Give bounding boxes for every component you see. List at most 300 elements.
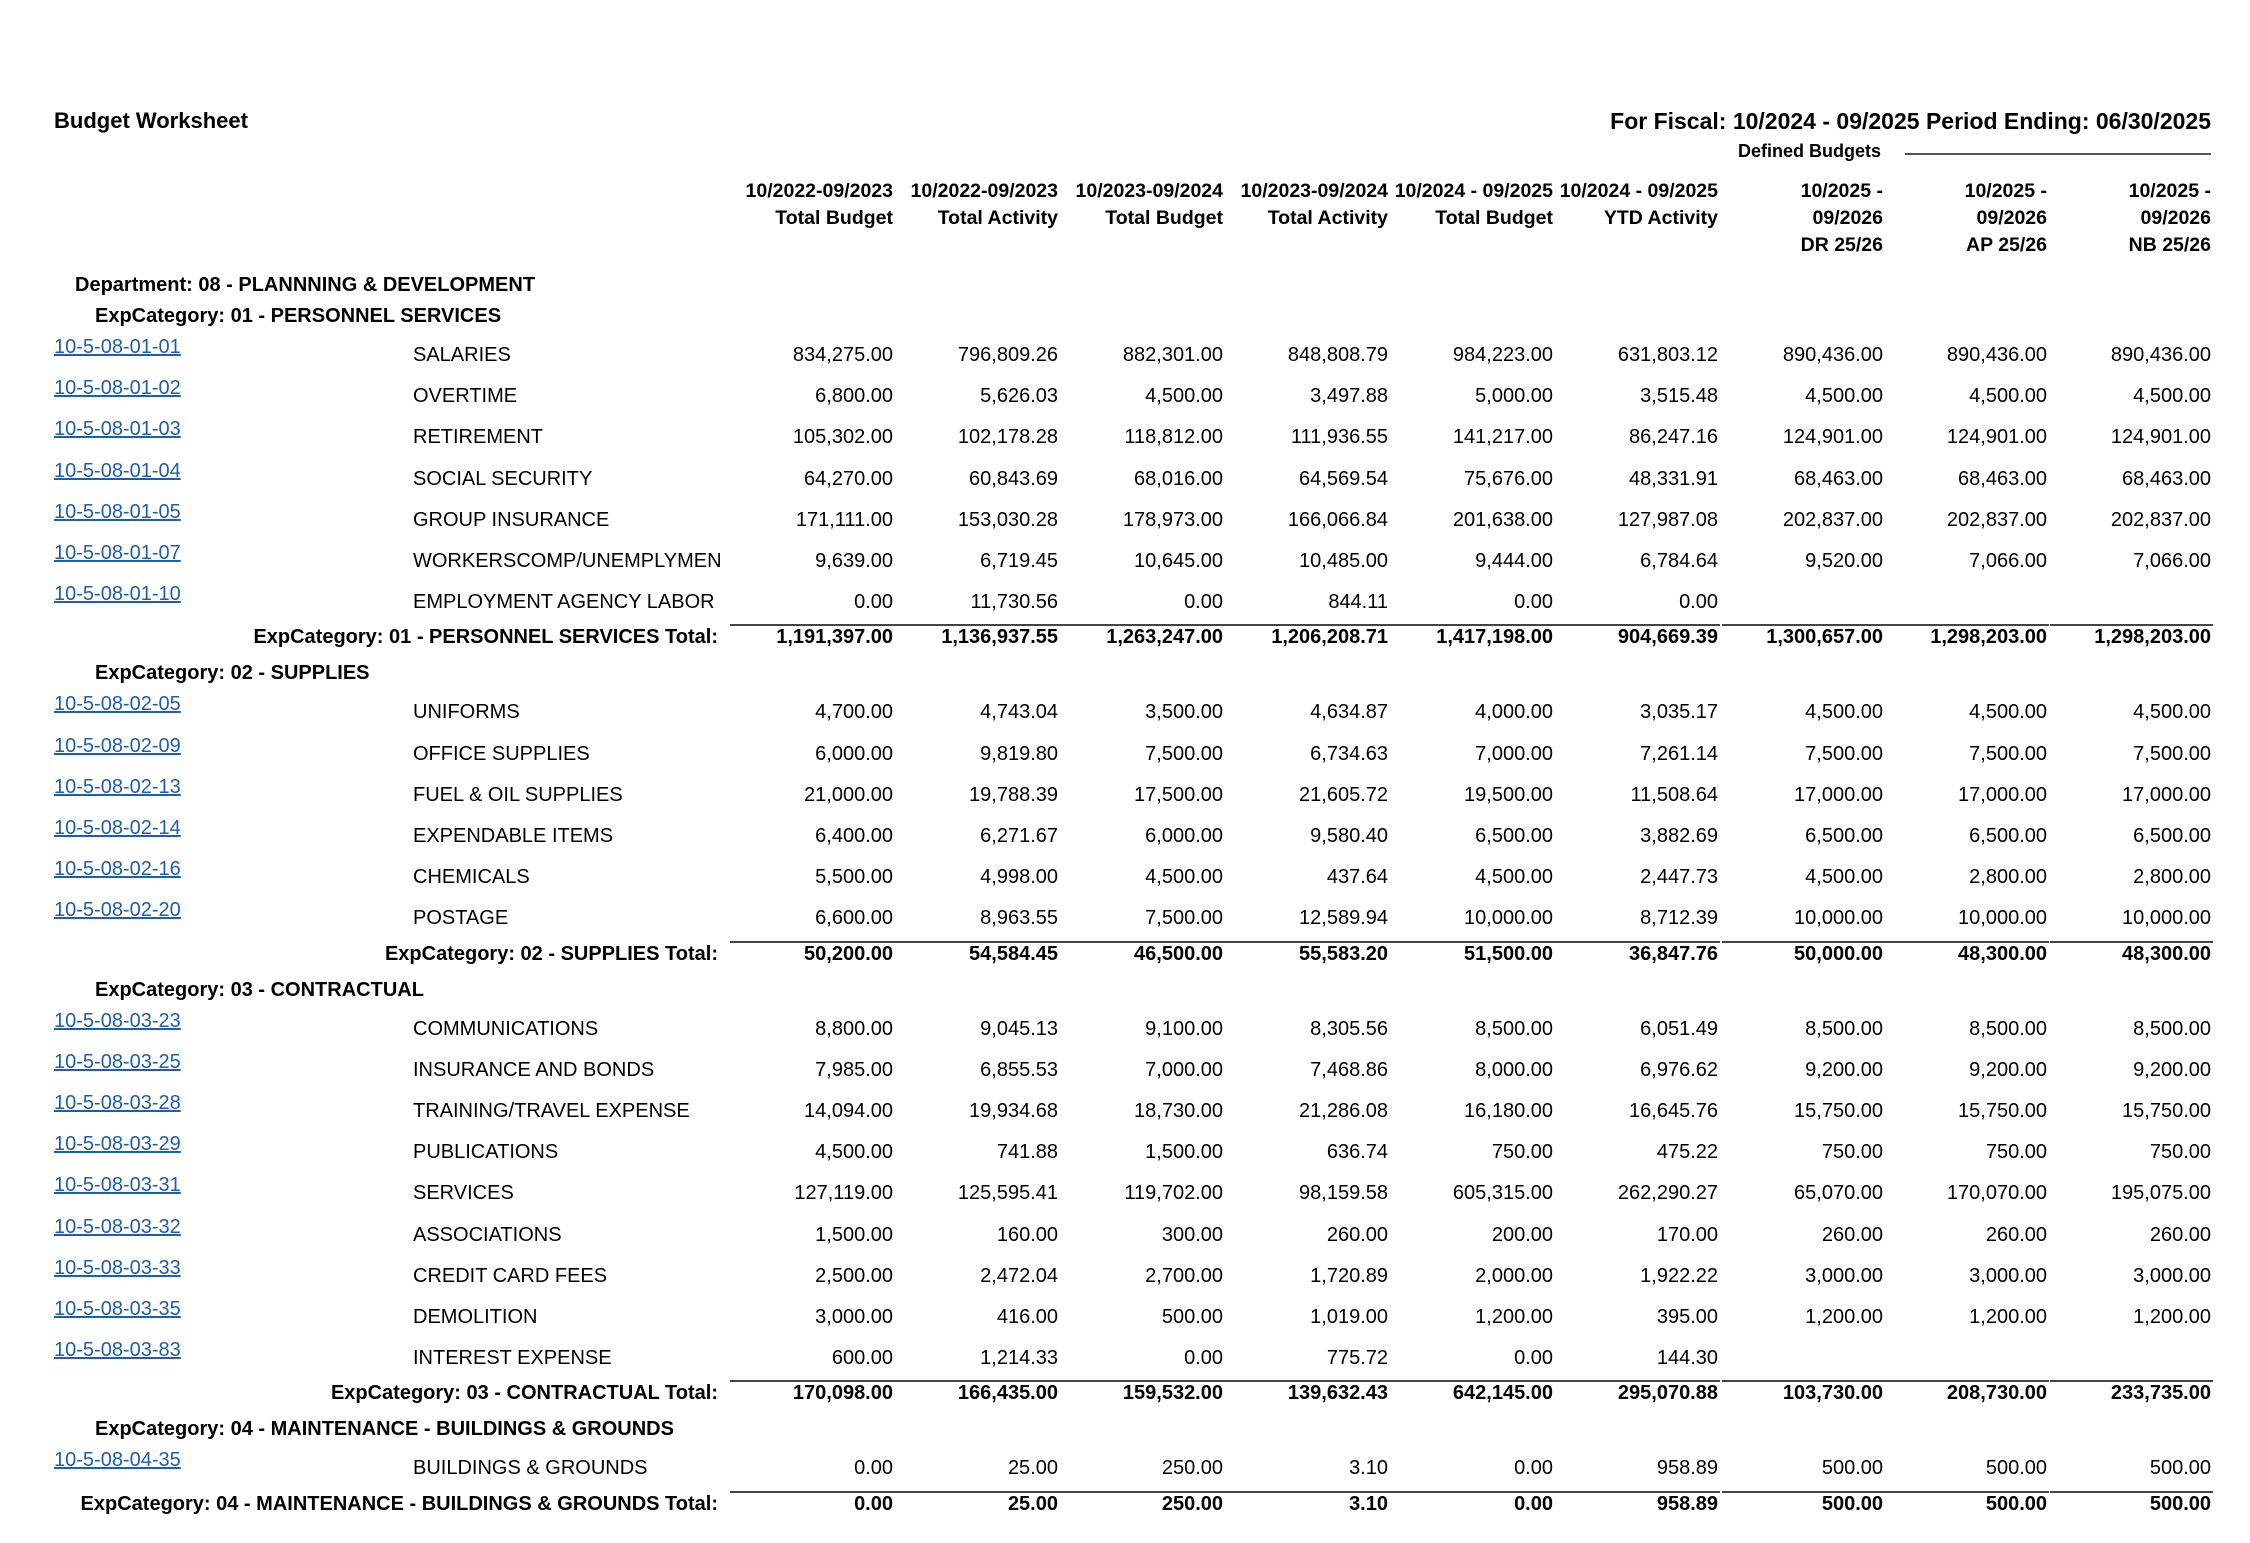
category-total-label: ExpCategory: 02 - SUPPLIES Total: xyxy=(384,942,718,965)
total-amount-cell: 54,584.45 xyxy=(969,942,1058,965)
fiscal-period: For Fiscal: 10/2024 - 09/2025 Period Ending: 06/30/2025 xyxy=(1610,108,2211,134)
total-amount-cell: 139,632.43 xyxy=(1287,1382,1388,1405)
amount-cell: 750.00 xyxy=(1491,1141,1553,1164)
amount-cell: 153,030.28 xyxy=(957,508,1058,531)
line-item-description: CHEMICALS xyxy=(413,866,530,889)
amount-cell: 127,987.08 xyxy=(1617,508,1718,531)
total-amount-cell: 3.10 xyxy=(1349,1492,1388,1515)
amount-cell: 102,178.28 xyxy=(957,426,1058,449)
amount-cell: 5,626.03 xyxy=(980,385,1058,408)
account-link[interactable]: 10-5-08-03-31 xyxy=(54,1174,181,1197)
amount-cell: 395.00 xyxy=(1656,1306,1718,1328)
amount-cell: 8,963.55 xyxy=(980,907,1058,930)
column-header-line: Total Activity xyxy=(937,207,1058,229)
amount-cell: 3,515.48 xyxy=(1640,385,1718,408)
account-link[interactable]: 10-5-08-02-13 xyxy=(54,775,181,798)
table-row xyxy=(0,1092,2250,1126)
amount-cell: 6,734.63 xyxy=(1310,742,1388,765)
account-link[interactable]: 10-5-08-01-05 xyxy=(54,500,181,523)
total-amount-cell: 46,500.00 xyxy=(1134,942,1223,965)
column-header-line: Total Activity xyxy=(1267,207,1388,229)
line-item-description: SERVICES xyxy=(413,1182,514,1205)
amount-cell: 1,019.00 xyxy=(1310,1306,1388,1328)
column-header-line: 09/2026 xyxy=(2140,207,2211,229)
account-link[interactable]: 10-5-08-03-28 xyxy=(54,1092,181,1114)
amount-cell: 4,500.00 xyxy=(1805,701,1883,724)
account-link[interactable]: 10-5-08-02-20 xyxy=(54,899,181,922)
amount-cell: 2,800.00 xyxy=(2133,866,2211,889)
line-item-description: RETIREMENT xyxy=(413,426,543,449)
total-amount-cell: 25.00 xyxy=(1007,1492,1058,1515)
amount-cell: 6,976.62 xyxy=(1640,1058,1718,1081)
amount-cell: 125,595.41 xyxy=(957,1182,1058,1205)
line-item-description: COMMUNICATIONS xyxy=(413,1017,599,1040)
amount-cell: 4,500.00 xyxy=(815,1141,893,1164)
table-row xyxy=(0,693,2250,727)
line-item-description: EMPLOYMENT AGENCY LABOR xyxy=(413,591,715,614)
amount-cell: 10,000.00 xyxy=(1464,907,1553,930)
category-total-label: ExpCategory: 04 - MAINTENANCE - BUILDINGS & GROUNDS Total: xyxy=(80,1492,718,1515)
amount-cell: 118,812.00 xyxy=(1124,426,1223,449)
amount-cell: 15,750.00 xyxy=(1794,1100,1883,1122)
amount-cell: 9,200.00 xyxy=(1805,1058,1883,1081)
amount-cell: 8,500.00 xyxy=(1475,1017,1553,1040)
category-label: ExpCategory: 03 - CONTRACTUAL xyxy=(95,978,424,1001)
table-row xyxy=(0,418,2250,452)
amount-cell: 4,743.04 xyxy=(980,701,1058,724)
amount-cell: 3,035.17 xyxy=(1640,701,1718,724)
amount-cell: 750.00 xyxy=(2149,1141,2211,1164)
amount-cell: 4,500.00 xyxy=(1969,701,2047,724)
column-header-line: Total Budget xyxy=(1105,207,1223,229)
amount-cell: 3,497.88 xyxy=(1310,385,1388,408)
amount-cell: 5,000.00 xyxy=(1475,385,1553,408)
table-row xyxy=(0,1215,2250,1250)
amount-cell: 1,500.00 xyxy=(815,1223,893,1246)
total-amount-cell: 233,735.00 xyxy=(2110,1382,2211,1405)
amount-cell: 6,000.00 xyxy=(815,742,893,765)
amount-cell: 111,936.55 xyxy=(1290,426,1388,449)
amount-cell: 4,700.00 xyxy=(815,701,893,724)
amount-cell: 600.00 xyxy=(831,1347,893,1370)
total-amount-cell: 500.00 xyxy=(1821,1492,1883,1515)
amount-cell: 10,645.00 xyxy=(1134,550,1223,572)
amount-cell: 60,843.69 xyxy=(969,467,1058,490)
account-link[interactable]: 10-5-08-02-14 xyxy=(54,817,181,839)
column-header-line: Total Budget xyxy=(775,207,893,229)
amount-cell: 500.00 xyxy=(1985,1457,2047,1480)
line-item-description: PUBLICATIONS xyxy=(413,1141,559,1164)
amount-cell: 1,200.00 xyxy=(2133,1306,2211,1328)
amount-cell: 4,000.00 xyxy=(1475,701,1553,724)
amount-cell: 890,436.00 xyxy=(1946,344,2047,366)
amount-cell: 9,520.00 xyxy=(1805,550,1883,572)
total-amount-cell: 500.00 xyxy=(2149,1492,2211,1515)
amount-cell: 15,750.00 xyxy=(1958,1100,2047,1122)
amount-cell: 3,000.00 xyxy=(1969,1264,2047,1287)
line-item-description: BUILDINGS & GROUNDS xyxy=(413,1457,648,1480)
amount-cell: 4,500.00 xyxy=(1805,866,1883,889)
amount-cell: 890,436.00 xyxy=(1782,344,1883,366)
amount-cell: 8,712.39 xyxy=(1640,907,1718,930)
amount-cell: 2,000.00 xyxy=(1475,1264,1553,1287)
category-total-label: ExpCategory: 01 - PERSONNEL SERVICES Total: xyxy=(253,626,718,649)
amount-cell: 9,639.00 xyxy=(815,550,893,572)
amount-cell: 124,901.00 xyxy=(1782,426,1883,449)
column-header xyxy=(2011,178,2211,259)
amount-cell: 262,290.27 xyxy=(1617,1182,1718,1205)
amount-cell: 124,901.00 xyxy=(2110,426,2211,449)
amount-cell: 16,645.76 xyxy=(1629,1100,1718,1122)
amount-cell: 8,500.00 xyxy=(1969,1017,2047,1040)
amount-cell: 4,500.00 xyxy=(1145,866,1223,889)
amount-cell: 500.00 xyxy=(1161,1306,1223,1328)
amount-cell: 202,837.00 xyxy=(1946,508,2047,531)
amount-cell: 68,463.00 xyxy=(2122,467,2211,490)
table-row xyxy=(0,899,2250,933)
amount-cell: 6,271.67 xyxy=(980,825,1058,847)
amount-cell: 6,500.00 xyxy=(2133,825,2211,847)
amount-cell: 11,730.56 xyxy=(970,591,1058,614)
amount-cell: 475.22 xyxy=(1656,1141,1718,1164)
table-row xyxy=(0,377,2250,411)
total-amount-cell: 48,300.00 xyxy=(2122,942,2211,965)
amount-cell: 6,719.45 xyxy=(980,550,1058,572)
category-total-row xyxy=(0,943,2250,973)
table-row xyxy=(0,583,2250,617)
amount-cell: 25.00 xyxy=(1007,1457,1058,1480)
amount-cell: 9,200.00 xyxy=(2133,1058,2211,1081)
category-label: ExpCategory: 01 - PERSONNEL SERVICES xyxy=(95,305,502,327)
line-item-description: TRAINING/TRAVEL EXPENSE xyxy=(413,1100,690,1122)
amount-cell: 1,500.00 xyxy=(1145,1141,1223,1164)
account-link[interactable]: 10-5-08-01-02 xyxy=(54,377,181,400)
amount-cell: 984,223.00 xyxy=(1452,344,1553,366)
total-amount-cell: 0.00 xyxy=(854,1492,893,1515)
amount-cell: 178,973.00 xyxy=(1122,508,1223,531)
amount-cell: 6,800.00 xyxy=(815,385,893,408)
column-header-line: Total Budget xyxy=(1435,207,1553,229)
column-header-line: YTD Activity xyxy=(1603,207,1718,229)
total-amount-cell: 642,145.00 xyxy=(1452,1382,1553,1405)
table-row xyxy=(0,459,2250,494)
account-link[interactable]: 10-5-08-03-32 xyxy=(54,1215,181,1238)
total-amount-cell: 1,263,247.00 xyxy=(1106,626,1223,649)
amount-cell: 7,500.00 xyxy=(1145,907,1223,930)
amount-cell: 6,500.00 xyxy=(1475,825,1553,847)
table-row xyxy=(0,336,2250,370)
total-amount-cell: 958.89 xyxy=(1656,1492,1718,1515)
total-amount-cell: 50,000.00 xyxy=(1794,942,1883,965)
department-label: Department: 08 - PLANNNING & DEVELOPMENT xyxy=(75,274,536,296)
amount-cell: 4,998.00 xyxy=(980,866,1058,889)
account-link[interactable]: 10-5-08-03-33 xyxy=(54,1256,181,1279)
column-header-line: DR 25/26 xyxy=(1800,234,1883,256)
column-header-line: 10/2023-09/2024 xyxy=(1240,180,1388,202)
amount-cell: 250.00 xyxy=(1161,1457,1223,1480)
amount-cell: 7,000.00 xyxy=(1145,1058,1223,1081)
table-row xyxy=(0,500,2250,535)
column-header-line: 10/2023-09/2024 xyxy=(1075,180,1223,202)
category-label: ExpCategory: 02 - SUPPLIES xyxy=(95,662,370,685)
amount-cell: 844.11 xyxy=(1328,591,1388,614)
line-item-description: POSTAGE xyxy=(413,907,509,930)
amount-cell: 7,261.14 xyxy=(1640,742,1718,765)
amount-cell: 127,119.00 xyxy=(794,1182,893,1205)
amount-cell: 605,315.00 xyxy=(1452,1182,1553,1205)
amount-cell: 19,500.00 xyxy=(1464,783,1553,806)
total-amount-cell: 55,583.20 xyxy=(1299,942,1388,965)
account-link[interactable]: 10-5-08-03-25 xyxy=(54,1050,181,1073)
line-item-description: OVERTIME xyxy=(413,385,518,408)
amount-cell: 160.00 xyxy=(996,1223,1058,1246)
amount-cell: 6,500.00 xyxy=(1969,825,2047,847)
total-amount-cell: 1,191,397.00 xyxy=(776,626,893,649)
column-header-line: 10/2024 - 09/2025 xyxy=(1394,180,1553,202)
column-header-line: 10/2022-09/2023 xyxy=(745,180,893,202)
amount-cell: 12,589.94 xyxy=(1299,907,1388,930)
amount-cell: 8,800.00 xyxy=(815,1017,893,1040)
amount-cell: 1,720.89 xyxy=(1310,1264,1388,1287)
total-amount-cell: 36,847.76 xyxy=(1629,942,1718,965)
account-link[interactable]: 10-5-08-03-23 xyxy=(54,1009,181,1032)
category-total-row xyxy=(0,626,2250,656)
line-item-description: INTEREST EXPENSE xyxy=(413,1347,612,1370)
amount-cell: 19,934.68 xyxy=(969,1100,1058,1122)
amount-cell: 4,500.00 xyxy=(1475,866,1553,889)
account-link[interactable]: 10-5-08-02-09 xyxy=(54,734,181,757)
table-row xyxy=(0,1133,2250,1167)
amount-cell: 141,217.00 xyxy=(1452,426,1553,449)
amount-cell: 2,447.73 xyxy=(1640,866,1718,889)
account-link[interactable]: 10-5-08-01-10 xyxy=(54,583,181,606)
table-row xyxy=(0,858,2250,892)
amount-cell: 6,600.00 xyxy=(815,907,893,930)
amount-cell: 195,075.00 xyxy=(2110,1182,2211,1205)
amount-cell: 68,463.00 xyxy=(1958,467,2047,490)
amount-cell: 10,000.00 xyxy=(2122,907,2211,930)
amount-cell: 119,702.00 xyxy=(1124,1182,1223,1205)
line-item-description: DEMOLITION xyxy=(413,1306,538,1328)
amount-cell: 21,286.08 xyxy=(1299,1100,1388,1122)
account-link[interactable]: 10-5-08-01-07 xyxy=(54,542,181,564)
amount-cell: 4,634.87 xyxy=(1310,701,1388,724)
amount-cell: 6,400.00 xyxy=(815,825,893,847)
column-header-line: 10/2022-09/2023 xyxy=(910,180,1058,202)
amount-cell: 17,000.00 xyxy=(1958,783,2047,806)
amount-cell: 166,066.84 xyxy=(1287,508,1388,531)
amount-cell: 11,508.64 xyxy=(1630,783,1718,806)
amount-cell: 741.88 xyxy=(996,1141,1058,1164)
amount-cell: 7,000.00 xyxy=(1475,742,1553,765)
amount-cell: 260.00 xyxy=(2149,1223,2211,1246)
amount-cell: 171,111.00 xyxy=(795,508,893,531)
amount-cell: 4,500.00 xyxy=(1145,385,1223,408)
amount-cell: 8,500.00 xyxy=(2133,1017,2211,1040)
amount-cell: 0.00 xyxy=(1184,1347,1223,1370)
amount-cell: 202,837.00 xyxy=(2110,508,2211,531)
amount-cell: 202,837.00 xyxy=(1782,508,1883,531)
total-amount-cell: 1,206,208.71 xyxy=(1271,626,1388,649)
amount-cell: 201,638.00 xyxy=(1452,508,1553,531)
amount-cell: 16,180.00 xyxy=(1464,1100,1553,1122)
line-item-description: OFFICE SUPPLIES xyxy=(413,742,590,765)
amount-cell: 4,500.00 xyxy=(1805,385,1883,408)
total-amount-cell: 208,730.00 xyxy=(1946,1382,2047,1405)
amount-cell: 7,066.00 xyxy=(1969,550,2047,572)
amount-cell: 0.00 xyxy=(1514,1457,1553,1480)
amount-cell: 7,066.00 xyxy=(2133,550,2211,572)
amount-cell: 6,500.00 xyxy=(1805,825,1883,847)
amount-cell: 68,016.00 xyxy=(1134,467,1223,490)
total-amount-cell: 166,435.00 xyxy=(957,1382,1058,1405)
account-link[interactable]: 10-5-08-03-29 xyxy=(54,1133,181,1156)
amount-cell: 4,500.00 xyxy=(1969,385,2047,408)
account-link[interactable]: 10-5-08-03-35 xyxy=(54,1298,181,1320)
amount-cell: 10,485.00 xyxy=(1299,550,1388,572)
amount-cell: 6,000.00 xyxy=(1145,825,1223,847)
amount-cell: 8,500.00 xyxy=(1805,1017,1883,1040)
total-amount-cell: 904,669.39 xyxy=(1617,626,1718,649)
account-link[interactable]: 10-5-08-02-16 xyxy=(54,858,181,881)
amount-cell: 890,436.00 xyxy=(2110,344,2211,366)
amount-cell: 3.10 xyxy=(1349,1457,1388,1480)
amount-cell: 750.00 xyxy=(1821,1141,1883,1164)
amount-cell: 7,500.00 xyxy=(1145,742,1223,765)
amount-cell: 10,000.00 xyxy=(1958,907,2047,930)
account-link[interactable]: 10-5-08-02-05 xyxy=(54,693,181,716)
amount-cell: 4,500.00 xyxy=(2133,385,2211,408)
total-amount-cell: 1,417,198.00 xyxy=(1436,626,1553,649)
column-header-line: 10/2025 - xyxy=(1800,180,1883,202)
amount-cell: 19,788.39 xyxy=(969,783,1058,806)
amount-cell: 4,500.00 xyxy=(2133,701,2211,724)
table-row xyxy=(0,542,2250,576)
category-heading xyxy=(0,977,2250,1007)
amount-cell: 10,000.00 xyxy=(1794,907,1883,930)
line-item-description: SOCIAL SECURITY xyxy=(413,467,593,490)
amount-cell: 1,200.00 xyxy=(1805,1306,1883,1328)
amount-cell: 2,800.00 xyxy=(1969,866,2047,889)
amount-cell: 86,247.16 xyxy=(1629,426,1718,449)
category-total-row xyxy=(0,1382,2250,1412)
table-row xyxy=(0,1449,2250,1483)
amount-cell: 170.00 xyxy=(1656,1223,1718,1246)
amount-cell: 98,159.58 xyxy=(1299,1182,1388,1205)
line-item-description: CREDIT CARD FEES xyxy=(413,1264,608,1287)
amount-cell: 7,468.86 xyxy=(1310,1058,1388,1081)
account-link[interactable]: 10-5-08-03-83 xyxy=(54,1339,181,1362)
amount-cell: 0.00 xyxy=(854,591,893,614)
amount-cell: 105,302.00 xyxy=(792,426,893,449)
amount-cell: 170,070.00 xyxy=(1946,1182,2047,1205)
column-header-line: 10/2025 - xyxy=(2128,180,2211,202)
amount-cell: 9,444.00 xyxy=(1475,550,1553,572)
column-header-line: 10/2025 - xyxy=(1964,180,2047,202)
amount-cell: 636.74 xyxy=(1326,1141,1388,1164)
amount-cell: 1,200.00 xyxy=(1969,1306,2047,1328)
account-link[interactable]: 10-5-08-04-35 xyxy=(54,1449,181,1472)
amount-cell: 9,200.00 xyxy=(1969,1058,2047,1081)
category-heading xyxy=(0,660,2250,690)
total-amount-cell: 1,300,657.00 xyxy=(1766,626,1883,649)
total-amount-cell: 1,136,937.55 xyxy=(941,626,1058,649)
amount-cell: 750.00 xyxy=(1985,1141,2047,1164)
total-amount-cell: 295,070.88 xyxy=(1617,1382,1718,1405)
amount-cell: 7,500.00 xyxy=(2133,742,2211,765)
category-label: ExpCategory: 04 - MAINTENANCE - BUILDINGS & GROUNDS xyxy=(95,1418,674,1441)
line-item-description: EXPENDABLE ITEMS xyxy=(413,825,614,847)
table-row xyxy=(0,1174,2250,1208)
account-link[interactable]: 10-5-08-01-04 xyxy=(54,459,181,482)
amount-cell: 260.00 xyxy=(1821,1223,1883,1246)
amount-cell: 17,000.00 xyxy=(1794,783,1883,806)
column-header-line: NB 25/26 xyxy=(2128,234,2211,256)
account-link[interactable]: 10-5-08-01-01 xyxy=(54,336,181,358)
category-total-label: ExpCategory: 03 - CONTRACTUAL Total: xyxy=(330,1382,718,1405)
total-amount-cell: 500.00 xyxy=(1985,1492,2047,1515)
amount-cell: 17,000.00 xyxy=(2122,783,2211,806)
total-amount-cell: 159,532.00 xyxy=(1122,1382,1223,1405)
amount-cell: 500.00 xyxy=(1821,1457,1883,1480)
amount-cell: 21,000.00 xyxy=(804,783,893,806)
amount-cell: 6,051.49 xyxy=(1640,1017,1718,1040)
amount-cell: 68,463.00 xyxy=(1794,467,1883,490)
department-heading xyxy=(0,272,2250,302)
table-row xyxy=(0,1009,2250,1044)
total-amount-cell: 48,300.00 xyxy=(1958,942,2047,965)
amount-cell: 8,000.00 xyxy=(1475,1058,1553,1081)
table-row xyxy=(0,1050,2250,1085)
amount-cell: 6,784.64 xyxy=(1640,550,1718,572)
amount-cell: 9,100.00 xyxy=(1145,1017,1223,1040)
amount-cell: 5,500.00 xyxy=(815,866,893,889)
amount-cell: 0.00 xyxy=(1514,591,1553,614)
total-amount-cell: 0.00 xyxy=(1514,1492,1553,1515)
amount-cell: 796,809.26 xyxy=(957,344,1058,366)
amount-cell: 64,569.54 xyxy=(1299,467,1388,490)
table-row xyxy=(0,734,2250,769)
account-link[interactable]: 10-5-08-01-03 xyxy=(54,418,181,441)
amount-cell: 75,676.00 xyxy=(1464,467,1553,490)
amount-cell: 775.72 xyxy=(1326,1347,1388,1370)
amount-cell: 48,331.91 xyxy=(1629,467,1718,490)
amount-cell: 958.89 xyxy=(1656,1457,1718,1480)
amount-cell: 9,819.80 xyxy=(980,742,1058,765)
amount-cell: 1,200.00 xyxy=(1475,1306,1553,1328)
column-header-line: 09/2026 xyxy=(1976,207,2047,229)
line-item-description: FUEL & OIL SUPPLIES xyxy=(413,783,623,806)
amount-cell: 2,472.04 xyxy=(980,1264,1058,1287)
amount-cell: 437.64 xyxy=(1326,866,1388,889)
amount-cell: 65,070.00 xyxy=(1794,1182,1883,1205)
column-header-line: 09/2026 xyxy=(1812,207,1883,229)
category-total-row xyxy=(0,1493,2250,1523)
amount-cell: 0.00 xyxy=(1679,591,1718,614)
column-header-line: 10/2024 - 09/2025 xyxy=(1559,180,1718,202)
amount-cell: 144.30 xyxy=(1656,1347,1718,1370)
amount-cell: 834,275.00 xyxy=(792,344,893,366)
amount-cell: 15,750.00 xyxy=(2122,1100,2211,1122)
amount-cell: 9,045.13 xyxy=(980,1017,1058,1040)
amount-cell: 2,500.00 xyxy=(815,1264,893,1287)
total-amount-cell: 170,098.00 xyxy=(792,1382,893,1405)
amount-cell: 17,500.00 xyxy=(1134,783,1223,806)
amount-cell: 848,808.79 xyxy=(1287,344,1388,366)
amount-cell: 0.00 xyxy=(854,1457,893,1480)
total-amount-cell: 103,730.00 xyxy=(1782,1382,1883,1405)
amount-cell: 260.00 xyxy=(1985,1223,2047,1246)
